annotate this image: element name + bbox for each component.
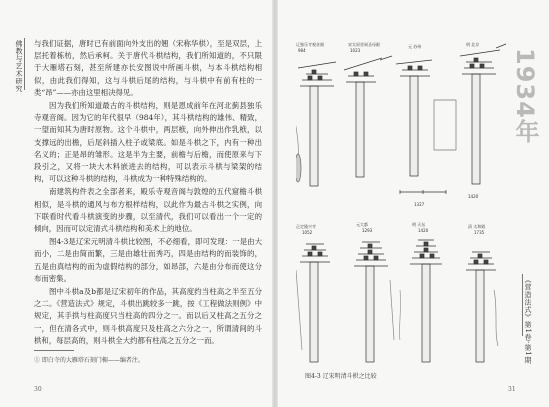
footnote bbox=[34, 350, 262, 364]
side-rule-left bbox=[24, 38, 25, 90]
figure-label: 明 北京 bbox=[466, 42, 480, 47]
paragraph: 因为我们所知道最古的斗栱结构，则是恩成前年在河北蓟县独乐寺观音阁。因为它的年代很早（984年），其斗栱结构的雄伟、精致，一望而知其为唐时原物。这个斗栱中，两层栿，向外伸出作乳栿，以支撑远的出檐，后尾斜插入柱子或梁底。如是斗栱之下，内有一种出名义的；正是昂的雏形。这是半为主要，前檐与后檐，而使原来与下段引之，又将一块大木料嵌进去的结构，可以表示斗栱与梁架的结构，可以这种斗栱的结构，斗栱成为一种特殊结构的。 bbox=[34, 101, 262, 184]
figure-label: 元大都 bbox=[356, 222, 368, 227]
figure-year: 1420 bbox=[468, 194, 479, 199]
figure-label: 正定隆兴寺 bbox=[296, 224, 316, 229]
paragraph: 图4-3是辽宋元明清斗栱比较图，不必细看，即可发现：一是由大而小，二是由简而繁，三是由雄壮而秀巧，四是由结构的而装饰的，五是由真结构的而为虚假结构的部分，如昂部，六是由分布而使这分布而密集。 bbox=[34, 237, 262, 283]
figure-label: 清 太和殿 bbox=[468, 224, 486, 229]
figure-caption: 图4-3 辽宋明清斗栱之比较 bbox=[305, 373, 377, 380]
bracket-drawing-c bbox=[396, 60, 456, 176]
bracket-comparison-figure bbox=[296, 40, 510, 365]
paragraph: 南建筑构件表之全部者来，殿乐寺观音阁与敦煌的五代窟檐斗栱相似，是斗栱的通风与布方根样结构，以此作为最古斗栱之实例，向下联看时代看斗栱演变的步骤，以至清代，我们可以看出一个一定的倾向，因而可以定清式斗栱结构和美术上的地位。 bbox=[34, 187, 262, 234]
page-number-left: 30 bbox=[34, 386, 42, 393]
footnote-rule bbox=[34, 350, 74, 351]
figure-year: 1023 bbox=[350, 48, 361, 53]
bracket-drawing-g bbox=[410, 240, 442, 362]
bracket-drawing-b bbox=[344, 56, 392, 177]
footnote-text: ① 即白寺的大雁塔石刻门楣——编者注。 bbox=[34, 356, 144, 364]
body-text bbox=[34, 38, 262, 348]
bracket-drawing-a bbox=[296, 62, 336, 186]
bracket-drawing-d bbox=[460, 44, 506, 184]
figure-label: 元 苏州 bbox=[408, 44, 422, 49]
bracket-drawing-h bbox=[466, 252, 498, 362]
figure-year: 1420 bbox=[418, 228, 429, 233]
figure-year: 1327 bbox=[414, 202, 425, 207]
running-head-right: 《营造法式》第1卷·第1期 bbox=[524, 276, 532, 364]
figure-year: 1052 bbox=[302, 230, 313, 235]
figure-label: 辽独乐寺观音阁 bbox=[296, 42, 324, 47]
figure-year: 1735 bbox=[474, 230, 485, 235]
running-head-left: 佛教与艺术研究 bbox=[15, 40, 23, 93]
bracket-drawing-e bbox=[296, 244, 330, 362]
book-gutter bbox=[272, 0, 278, 407]
figure-label: 宋太原晋祠圣母殿 bbox=[348, 42, 380, 47]
paragraph: 图中斗栱a及b都是辽宋初年的作品，其高度约当柱高之半至五分之二。《营造法式》规定，斗栱出跳较多一跳，按《工程做法则例》中规定，其手拱与柱高度只当柱高的四分之一。而以后又柱高之五分之一，但在清各式中，则斗栱高度只及柱高之六分之一，所谓清间的斗栱和，每层高的，则斗栱全大约都有柱高之五分之一而。 bbox=[34, 287, 262, 345]
figure-year: 984 bbox=[298, 48, 306, 53]
bracket-drawing-f bbox=[354, 242, 401, 362]
figure-label: 明 天坛 bbox=[412, 222, 426, 227]
page-number-right: 31 bbox=[508, 386, 516, 393]
chapter-year: 1934年 bbox=[511, 48, 539, 144]
paragraph: 与我们证据，唐时已有前面向外支出的翘（宋称华栱），至是双层，上层托着栋枋，然后承柯。关于唐代斗栱结构，我们所知道的，不只限于大雁塔石刻，甚至所建亦长安图说中所画斗栱，与本斗栱结构相似，由此我们得知，这与斗栱后尾的结构，与斗栱中有前有柱的一类“昂”——亦由这里相决得见。 bbox=[34, 39, 262, 97]
figure-year: 1293 bbox=[362, 228, 373, 233]
